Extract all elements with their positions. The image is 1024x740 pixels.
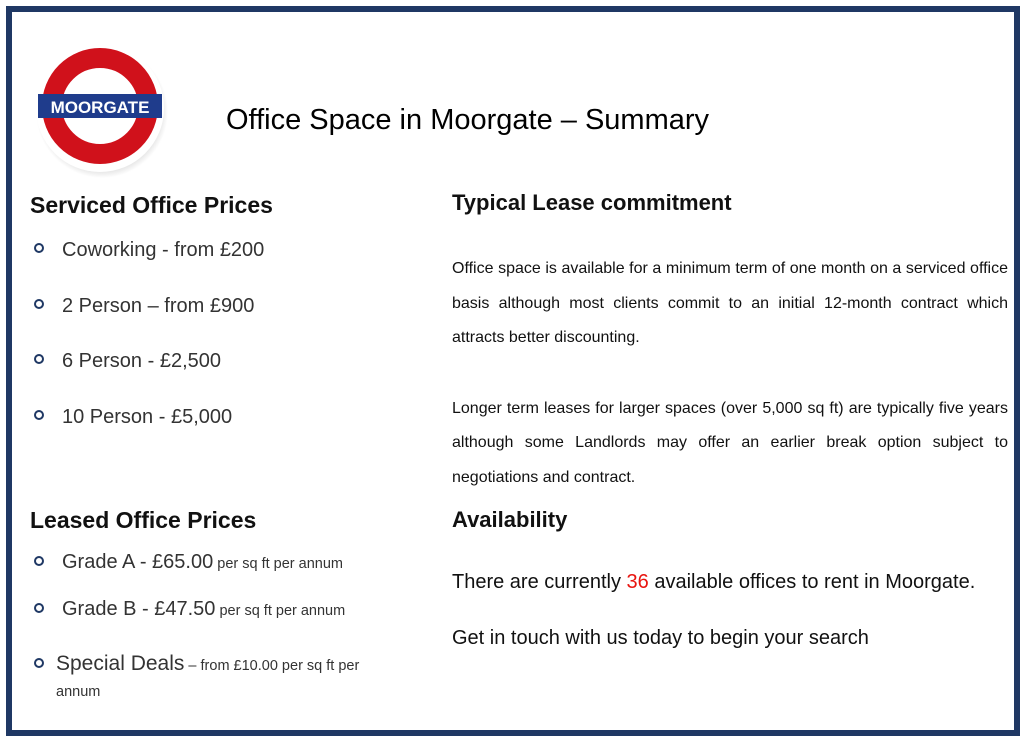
leased-price-list <box>30 550 430 704</box>
list-item: Grade B - £47.50 per sq ft per annum <box>30 597 430 652</box>
summary-panel <box>6 6 1020 736</box>
lease-paragraph-2: Longer term leases for larger spaces (over 5,000 sq ft) are typically five years although some Landlords may offer an earlier break option subject to negotiations and contract. <box>452 399 1008 486</box>
page-title: Office Space in Moorgate – Summary <box>226 104 710 136</box>
list-item: 6 Person - £2,500 <box>30 348 430 404</box>
bullet-icon <box>34 603 44 613</box>
list-item: 2 Person – from £900 <box>30 293 430 349</box>
lease-commitment-heading: Typical Lease commitment <box>452 190 732 215</box>
serviced-heading: Serviced Office Prices <box>30 192 273 218</box>
leased-heading: Leased Office Prices <box>30 507 257 533</box>
roundel-text: MOORGATE <box>50 98 150 117</box>
bullet-icon <box>34 410 44 420</box>
lease-paragraph-1: Office space is available for a minimum term of one month on a serviced office basis although most clients commit to an initial 12-month contract which attracts better discounting. <box>452 260 1008 346</box>
list-item: 10 Person - £5,000 <box>30 404 430 460</box>
available-count: 36 <box>626 571 649 593</box>
call-to-action: Get in touch with us today to begin your search <box>452 627 869 649</box>
bullet-icon <box>34 243 44 253</box>
list-item: Special Deals – from £10.00 per sq ft per annum <box>30 652 430 704</box>
serviced-price-list <box>30 237 430 459</box>
bullet-icon <box>34 658 44 668</box>
moorgate-roundel-logo <box>30 38 170 178</box>
list-item: Coworking - from £200 <box>30 237 430 293</box>
prices-column <box>30 192 430 704</box>
bullet-icon <box>34 354 44 364</box>
availability-heading: Availability <box>452 507 568 532</box>
details-column <box>452 190 1008 653</box>
availability-text: There are currently 36 available offices to rent in Moorgate. <box>452 571 976 593</box>
bullet-icon <box>34 556 44 566</box>
list-item: Grade A - £65.00 per sq ft per annum <box>30 550 430 597</box>
bullet-icon <box>34 299 44 309</box>
